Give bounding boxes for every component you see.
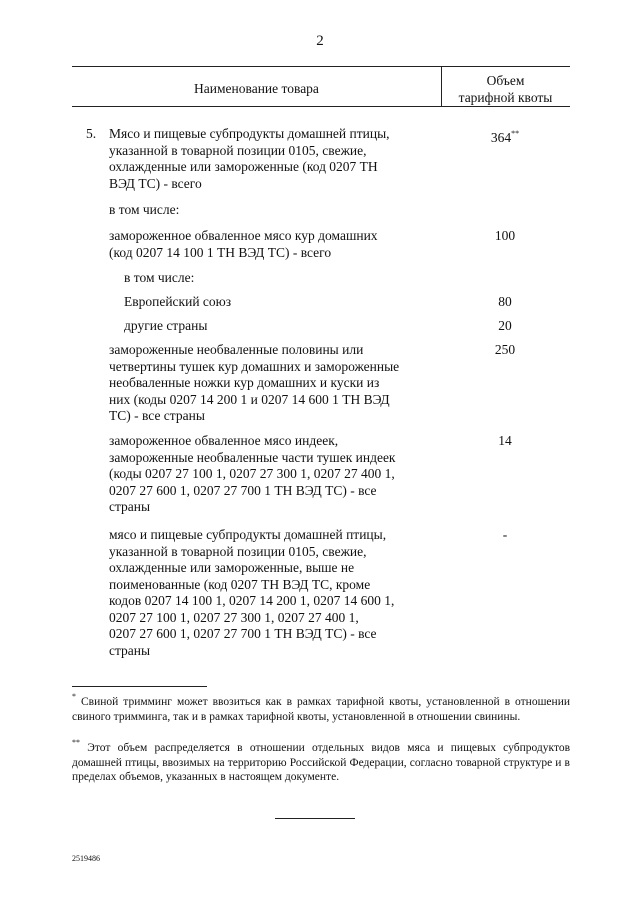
text-line: 0207 27 100 1, 0207 27 300 1, 0207 27 400 1, [109, 609, 359, 625]
subitem-eu-value: 80 [498, 294, 512, 309]
text-line: поименованные (код 0207 ТН ВЭД ТС, кроме [109, 576, 371, 592]
text-line: ВЭД ТС) - всего [109, 175, 202, 191]
text-line: замороженное обваленное мясо кур домашних [109, 228, 378, 243]
text-line: кодов 0207 14 100 1, 0207 14 200 1, 0207 14 600 1, [109, 593, 395, 608]
footnote-2-text: Этот объем распределяется в отношении отдельных видов мяса и пищевых субпродуктов домашней птицы, ввозимых на территорию Российской Федерации, согласно товарной структуре и в пределах объемов, указанных в настоящем документе. [72, 742, 571, 783]
footnote-1-text: Свиной тримминг может ввозиться как в рамках тарифной квоты, установленной в отношении свиного тримминга, так и в рамках тарифной квоты, установленной в отношении свинины. [72, 696, 571, 723]
item-main-description [109, 126, 439, 192]
footnote-2-mark: ** [72, 738, 80, 747]
footnote-1-mark: * [72, 692, 76, 701]
footnote-separator [72, 686, 207, 687]
text-line: (коды 0207 27 100 1, 0207 27 300 1, 0207 27 400 1, [109, 466, 395, 481]
subitem-turkey-value: 14 [498, 433, 512, 448]
text-line: 0207 27 600 1, 0207 27 700 1 ТН ВЭД ТС) - все [109, 626, 377, 641]
subitem-turkey [109, 433, 439, 516]
header-quota-volume [441, 72, 570, 106]
subitem-bone-in-chicken [109, 342, 439, 425]
header-product-name: Наименование товара [194, 81, 319, 96]
header-quota-volume-line2: тарифной квоты [458, 90, 553, 105]
subitem-boneless-chicken [109, 228, 439, 261]
text-line: страны [109, 499, 151, 514]
text-line: Мясо и пищевые субпродукты домашней птицы, [109, 126, 390, 141]
text-line: замороженные необваленные половины или [109, 342, 364, 357]
text-line: 0207 27 600 1, 0207 27 700 1 ТН ВЭД ТС) - все [109, 482, 377, 498]
subitem-other-poultry [109, 527, 439, 659]
text-line: необваленные ножки кур домашних и куски из [109, 375, 380, 390]
footnote-reference: ** [511, 129, 520, 138]
end-separator [275, 818, 355, 819]
text-line: них (коды 0207 14 200 1 и 0207 14 600 1 ТН ВЭД [109, 391, 390, 407]
text-line: мясо и пищевые субпродукты домашней птицы, [109, 527, 387, 542]
document-code: 2519486 [72, 854, 100, 863]
table-header-bottom-rule [72, 106, 570, 107]
subitem-other-countries-label: другие страны [124, 318, 208, 333]
text-line: охлажденные или замороженные, выше не [109, 560, 355, 575]
text-line: указанной в товарной позиции 0105, свежие, [109, 543, 367, 559]
text-line: четвертины тушек кур домашних и замороженные [109, 358, 400, 374]
text-line: указанной в товарной позиции 0105, свежие, [109, 142, 367, 158]
subitem-boneless-chicken-value: 100 [494, 228, 516, 243]
text-line: страны [109, 642, 151, 658]
page-number: 2 [316, 33, 324, 49]
table-top-rule [72, 66, 570, 67]
text-line: (код 0207 14 100 1 ТН ВЭД ТС) - всего [109, 244, 332, 260]
footnote-2 [72, 736, 570, 785]
text-line: замороженное обваленное мясо индеек, [109, 433, 339, 448]
text-line: охлажденные или замороженные (код 0207 ТН [109, 159, 378, 174]
footnote-1 [72, 690, 570, 724]
text-line: замороженные необваленные части тушек индеек [109, 449, 396, 465]
subitem-bone-in-chicken-value: 250 [494, 342, 516, 357]
subitem-eu-label: Европейский союз [124, 294, 232, 309]
subitem-other-countries-value: 20 [498, 318, 512, 333]
value-number: 364 [490, 130, 512, 145]
text-line: ТС) - все страны [109, 408, 205, 423]
including-label: в том числе: [109, 202, 180, 217]
item-main-value [455, 126, 555, 147]
item-number: 5. [86, 126, 97, 141]
header-quota-volume-line1: Объем [486, 73, 525, 88]
subitem-other-poultry-value: - [502, 527, 508, 542]
subitem-including-label: в том числе: [124, 270, 195, 285]
